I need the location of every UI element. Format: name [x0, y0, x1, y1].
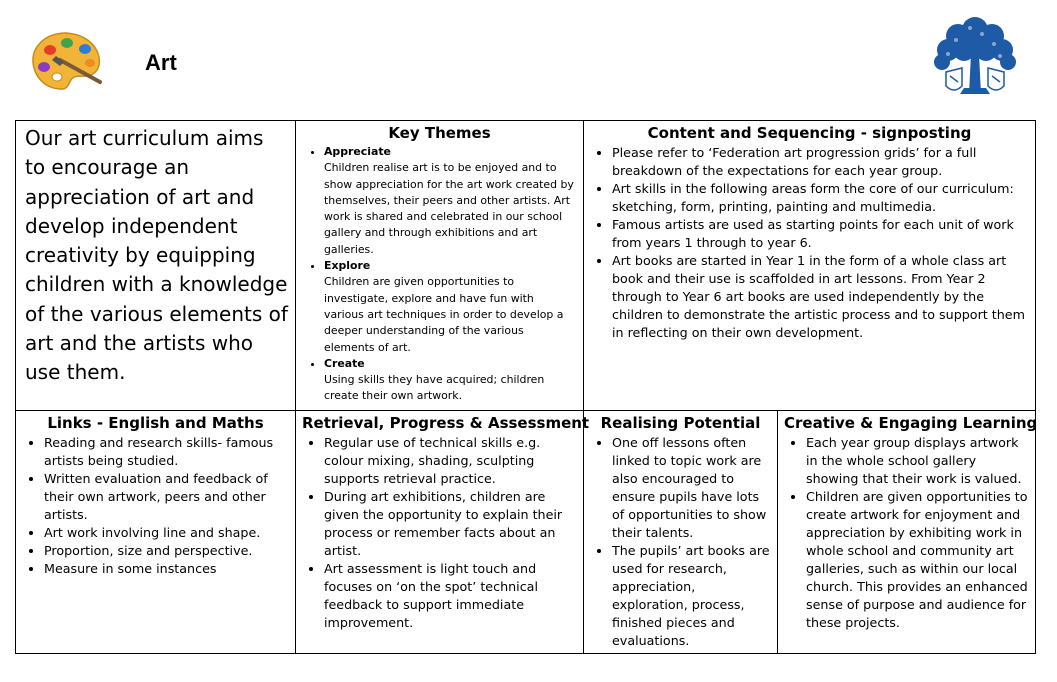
key-themes-list [302, 144, 577, 405]
list-item: • Famous artists are used as starting points for each unit of work from years 1 through to year 6. [612, 216, 1029, 252]
school-crest-logo [930, 10, 1020, 98]
theme-title: • Appreciate [324, 145, 391, 158]
list-item: • Art skills in the following areas form the core of our curriculum: sketching, form, printing, painting and multimedia. [612, 180, 1029, 216]
realising-list [590, 434, 771, 650]
list-item: • Please refer to ‘Federation art progression grids’ for a full breakdown of the expectations for each year group. [612, 144, 1029, 180]
list-item: • Reading and research skills- famous artists being studied. [44, 434, 289, 470]
intro-cell [16, 121, 296, 411]
retrieval-list [302, 434, 577, 632]
art-palette-icon [30, 30, 104, 92]
list-item: • Written evaluation and feedback of their own artwork, peers and other artists. [44, 470, 289, 524]
intro-text: Our art curriculum aims to encourage an appreciation of art and develop independent creativity by equipping children with a knowledge of the various elements of art and the artists who use them. [25, 126, 288, 385]
list-item: • One off lessons often linked to topic work are also encouraged to ensure pupils have lots of opportunities to show their talents. [612, 434, 771, 542]
theme-text: Children are given opportunities to investigate, explore and have fun with various art techniques in order to develop a deeper understanding of the various elements of art. [324, 275, 564, 354]
retrieval-cell [296, 411, 590, 654]
list-item: • Measure in some instances [44, 560, 289, 578]
theme-text: Children realise art is to be enjoyed and to show appreciation for the art work created by themselves, their peers and other artists. Art work is shared and celebrated in our school gallery and through exhibitions and art galleries. [324, 161, 574, 256]
key-themes-heading: Key Themes [388, 124, 491, 142]
list-item [324, 144, 577, 258]
list-item [324, 258, 577, 356]
list-item [324, 356, 577, 405]
retrieval-heading: Retrieval, Progress & Assessment [302, 414, 590, 432]
list-item: • Art assessment is light touch and focuses on ‘on the spot’ technical feedback to support immediate improvement. [324, 560, 577, 632]
list-item: • Each year group displays artwork in the whole school gallery showing that their work is valued. [806, 434, 1029, 488]
content-list [590, 144, 1029, 342]
realising-heading: Realising Potential [600, 414, 761, 432]
page-title: Art [145, 50, 177, 75]
creative-heading: Creative & Engaging Learning [784, 414, 1038, 432]
list-item: • Art work involving line and shape. [44, 524, 289, 542]
key-themes-cell [296, 121, 584, 411]
creative-list [784, 434, 1029, 632]
realising-cell [584, 411, 778, 654]
list-item: • Art books are started in Year 1 in the form of a whole class art book and their use is scaffolded in art lessons. From Year 2 through to Year 6 art books are used independently by the children to demonstrate the artistic process and to support them in reflecting on their own development. [612, 252, 1029, 342]
links-list [22, 434, 289, 578]
links-cell [16, 411, 296, 654]
theme-title: • Explore [324, 259, 371, 273]
theme-title: • Create [324, 356, 365, 370]
theme-text: Using skills they have acquired; children create their own artwork. [324, 373, 545, 403]
curriculum-table [15, 120, 1036, 654]
content-sequencing-cell [584, 121, 1036, 411]
list-item: • Children are given opportunities to create artwork for enjoyment and appreciation by exhibiting work in whole school and community art galleries, such as within our local church. This provides an enhanced sense of purpose and audience for these projects. [806, 488, 1029, 632]
list-item: • During art exhibitions, children are given the opportunity to explain their process or remember facts about an artist. [324, 488, 577, 560]
list-item: • Regular use of technical skills e.g. colour mixing, shading, sculpting supports retrieval practice. [324, 434, 577, 488]
links-heading: Links - English and Maths [47, 414, 264, 432]
content-heading: Content and Sequencing - signposting [647, 124, 972, 142]
list-item: • The pupils’ art books are used for research, appreciation, exploration, process, finished pieces and evaluations. [612, 542, 771, 650]
creative-cell [778, 411, 1036, 654]
list-item: • Proportion, size and perspective. [44, 542, 289, 560]
